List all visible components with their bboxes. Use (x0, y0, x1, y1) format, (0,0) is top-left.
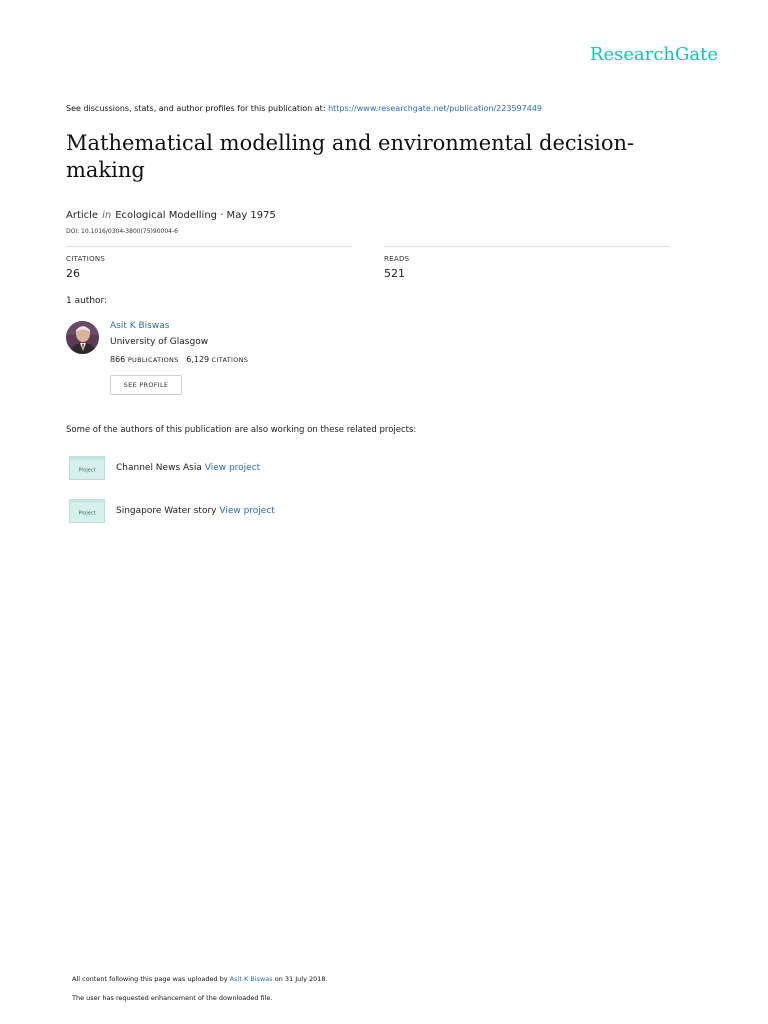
publication-title: Mathematical modelling and environmental decision-making (66, 131, 635, 182)
upload-note (72, 975, 328, 983)
publication-url-link[interactable]: https://www.researchgate.net/publication/223597449 (328, 104, 542, 113)
view-project-link[interactable]: View project (219, 506, 275, 516)
author-publications-count: 866 (110, 355, 126, 364)
author-publications-label: PUBLICATIONS (127, 356, 179, 364)
reads-divider (384, 246, 670, 247)
author-photo-icon (66, 321, 99, 354)
citations-value: 26 (66, 267, 80, 280)
authors-heading: 1 author: (66, 296, 108, 306)
project-folder-icon (69, 456, 105, 480)
reads-value: 521 (384, 267, 405, 280)
citations-label: CITATIONS (66, 255, 106, 263)
upload-note-suffix: on 31 July 2018. (274, 975, 328, 983)
avatar[interactable] (66, 321, 99, 354)
reads-label: READS (384, 255, 410, 263)
project-folder-icon (69, 499, 105, 523)
author-name-link[interactable]: Asit K Biswas (110, 321, 170, 331)
publication-venue: Ecological Modelling · May 1975 (115, 210, 276, 221)
discussion-prefix: See discussions, stats, and author profiles for this publication at: (66, 104, 326, 113)
citations-divider (66, 246, 352, 247)
see-profile-button[interactable]: SEE PROFILE (110, 375, 182, 395)
project-name: Singapore Water story (116, 506, 217, 516)
publication-doi: DOI: 10.1016/0304-3800(75)90004-6 (66, 228, 178, 235)
project-thumbnail[interactable] (69, 456, 105, 480)
author-institution: University of Glasgow (110, 337, 209, 347)
view-project-link[interactable]: View project (204, 463, 261, 473)
related-projects-heading: Some of the authors of this publication are also working on these related projects: (66, 425, 417, 435)
discussion-line (66, 104, 542, 113)
researchgate-logo[interactable]: ResearchGate (589, 44, 718, 65)
author-citations-count: 6,129 (186, 355, 210, 364)
upload-note-prefix: All content following this page was uploaded by (72, 975, 228, 983)
enhancement-note: The user has requested enhancement of the downloaded file. (72, 994, 273, 1002)
project-name: Channel News Asia (116, 463, 202, 473)
in-label: in (102, 210, 112, 221)
publication-meta (66, 210, 276, 221)
project-item (116, 463, 260, 473)
author-citations-label: CITATIONS (211, 356, 249, 364)
uploader-link[interactable]: Asit K Biswas (229, 975, 273, 983)
project-item (116, 506, 275, 516)
author-stats (110, 355, 248, 364)
project-thumb-label: Project (78, 510, 96, 517)
project-thumbnail[interactable] (69, 499, 105, 523)
project-thumb-label: Project (78, 467, 96, 474)
publication-type: Article (66, 210, 99, 221)
